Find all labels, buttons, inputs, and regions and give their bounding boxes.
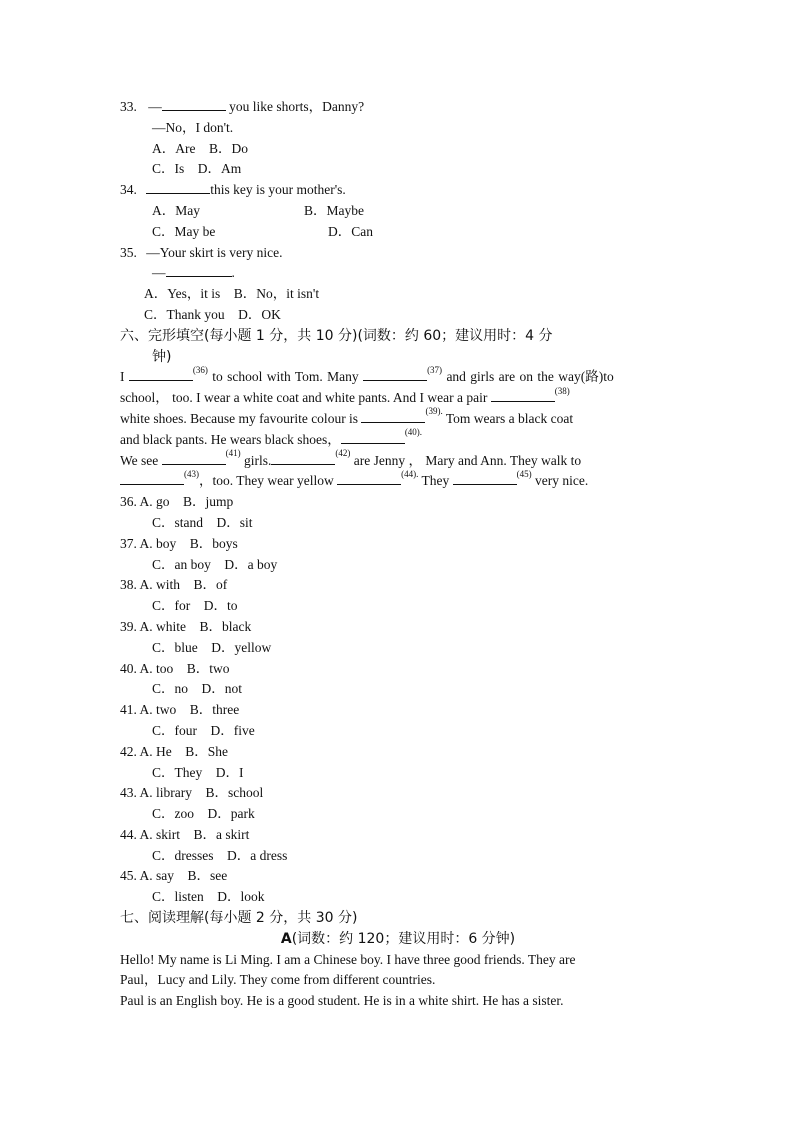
blank-number: (37) (427, 364, 443, 375)
passage-text: I (120, 369, 129, 385)
reading-line-3: Paul is an English boy. He is a good student. He is in a white shirt. He has a sister. (120, 993, 564, 1009)
options-cd[interactable]: C．They D．I (152, 764, 244, 780)
options-cd[interactable]: C．an boy D．a boy (152, 556, 278, 572)
blank-number: (44). (401, 468, 419, 479)
options-cd[interactable]: C．blue D．yellow (152, 639, 272, 655)
passage-a-heading (120, 929, 676, 950)
passage-text: Tom wears a black coat (442, 410, 574, 426)
options-cd[interactable]: C．dresses D．a dress (152, 847, 288, 863)
question-33-options-cd: C．Is D．Am (152, 161, 242, 177)
answer-blank[interactable] (146, 180, 210, 194)
passage-text: ，too. They wear yellow (199, 473, 338, 489)
passage-text: We see (120, 452, 162, 468)
blank-number: (41) (225, 448, 241, 459)
question-35-options-cd: C．Thank you D．OK (144, 306, 281, 322)
answer-suffix: . (231, 265, 235, 281)
question-text: —Your skirt is very nice. (146, 244, 283, 260)
passage-a-label: A (280, 930, 292, 947)
cloze-item-42 (120, 742, 676, 784)
reading-line-1: Hello! My name is Li Ming. I am a Chinese boy. I have three good friends. They are (120, 951, 576, 967)
options-cd[interactable]: C．four D．five (152, 722, 255, 738)
options-ab[interactable]: A. white B．black (139, 618, 252, 634)
passage-text: and girls are on the way(路)to (442, 369, 614, 385)
options-cd[interactable]: C．zoo D．park (152, 806, 255, 822)
question-34-options-ab (120, 201, 676, 222)
passage-text: are Jenny ， Mary and Ann. They walk to (350, 452, 582, 468)
blank-42[interactable] (271, 451, 335, 465)
question-number: 35. (120, 244, 137, 260)
question-prefix: — (148, 99, 162, 114)
answer-prefix: — (152, 265, 166, 281)
item-number: 41. (120, 702, 137, 718)
options-cd[interactable]: C．stand D．sit (152, 514, 253, 530)
cloze-item-36 (120, 492, 676, 534)
blank-number: (43) (184, 468, 199, 479)
cloze-item-44 (120, 825, 676, 867)
options-cd[interactable]: C．listen D．look (152, 889, 265, 905)
question-34 (120, 180, 676, 201)
option-b[interactable]: B．Maybe (304, 202, 364, 218)
item-number: 43. (120, 785, 137, 801)
item-number: 44. (120, 826, 137, 842)
passage-text: to school with Tom. Many (207, 369, 364, 385)
section-6-title-cont: 钟) (152, 348, 172, 365)
options-cd[interactable]: C．no D．not (152, 681, 243, 697)
item-number: 42. (120, 743, 137, 759)
blank-41[interactable] (162, 451, 226, 465)
section-6-title: 六、完形填空(每小题 1 分，共 10 分)(词数：约 60；建议用时：4 分 (120, 327, 553, 344)
passage-text: They (418, 473, 453, 489)
cloze-item-39 (120, 617, 676, 659)
blank-36[interactable] (129, 367, 193, 381)
question-number: 34. (120, 182, 137, 198)
blank-37[interactable] (363, 367, 427, 381)
question-33-dialogue: —No，I don't. (152, 119, 234, 135)
options-ab[interactable]: A. two B．three (139, 702, 240, 718)
passage-line-2 (120, 385, 676, 409)
options-ab[interactable]: A. boy B．boys (139, 535, 238, 551)
blank-43[interactable] (120, 471, 184, 485)
options-ab[interactable]: A. too B．two (139, 660, 230, 676)
blank-39[interactable] (361, 409, 425, 423)
question-33-options-ab: A．Are B．Do (152, 140, 248, 156)
cloze-item-40 (120, 659, 676, 701)
cloze-item-38 (120, 575, 676, 617)
option-a[interactable]: A．May (152, 202, 200, 218)
passage-text: school， too. I wear a white coat and white pants. And I wear a pair (120, 390, 491, 406)
item-number: 37. (120, 535, 137, 551)
worksheet-page (120, 97, 676, 1012)
question-35-answer-line (120, 263, 676, 284)
blank-number: (40). (404, 427, 423, 438)
item-number: 45. (120, 868, 137, 884)
question-text: this key is your mother's. (210, 182, 346, 198)
blank-number: (38) (554, 385, 570, 396)
cloze-item-43 (120, 783, 676, 825)
passage-line-1 (120, 364, 676, 388)
options-cd[interactable]: C．for D．to (152, 598, 238, 614)
option-c[interactable]: C．May be (152, 223, 216, 239)
question-text: you like shorts，Danny? (225, 99, 365, 114)
options-ab[interactable]: A. He B．She (139, 743, 229, 759)
passage-text: and black pants. He wears black shoes， (120, 431, 341, 447)
blank-45[interactable] (453, 471, 517, 485)
section-7-title: 七、阅读理解(每小题 2 分，共 30 分) (120, 910, 358, 927)
blank-number: (39). (425, 406, 443, 417)
passage-text: very nice. (531, 473, 589, 489)
blank-40[interactable] (341, 430, 405, 444)
options-ab[interactable]: A. skirt B．a skirt (139, 826, 250, 842)
passage-text: white shoes. Because my favourite colour is (120, 410, 362, 426)
options-ab[interactable]: A. library B．school (139, 785, 264, 801)
question-34-options-cd (120, 222, 676, 243)
item-number: 40. (120, 660, 137, 676)
options-ab[interactable]: A. go B．jump (139, 494, 234, 510)
passage-line-5 (120, 448, 676, 472)
answer-blank[interactable] (162, 97, 226, 111)
options-ab[interactable]: A. say B．see (139, 868, 228, 884)
blank-number: (36) (192, 364, 208, 375)
item-number: 38. (120, 577, 137, 593)
cloze-item-41 (120, 700, 676, 742)
answer-blank[interactable] (166, 263, 232, 277)
passage-line-4 (120, 427, 676, 451)
passage-text: girls. (240, 452, 272, 468)
reading-line-2: Paul，Lucy and Lily. They come from different countries. (120, 972, 436, 988)
question-33 (120, 97, 676, 118)
cloze-item-45 (120, 866, 676, 908)
item-number: 36. (120, 494, 137, 510)
question-35-options-ab: A．Yes，it is B．No，it isn't (144, 286, 320, 302)
cloze-item-37 (120, 534, 676, 576)
option-d[interactable]: D．Can (328, 223, 373, 239)
passage-line-6 (120, 468, 676, 492)
blank-number: (45) (516, 468, 532, 479)
blank-number: (42) (335, 448, 351, 459)
item-number: 39. (120, 618, 137, 634)
cloze-options-list (120, 492, 676, 908)
question-35 (120, 243, 676, 264)
blank-38[interactable] (491, 388, 555, 402)
options-ab[interactable]: A. with B．of (139, 577, 228, 593)
passage-line-3 (120, 406, 676, 430)
passage-a-info: (词数：约 120；建议用时：6 分钟) (291, 930, 516, 947)
blank-44[interactable] (337, 471, 401, 485)
question-number: 33. (120, 99, 137, 114)
